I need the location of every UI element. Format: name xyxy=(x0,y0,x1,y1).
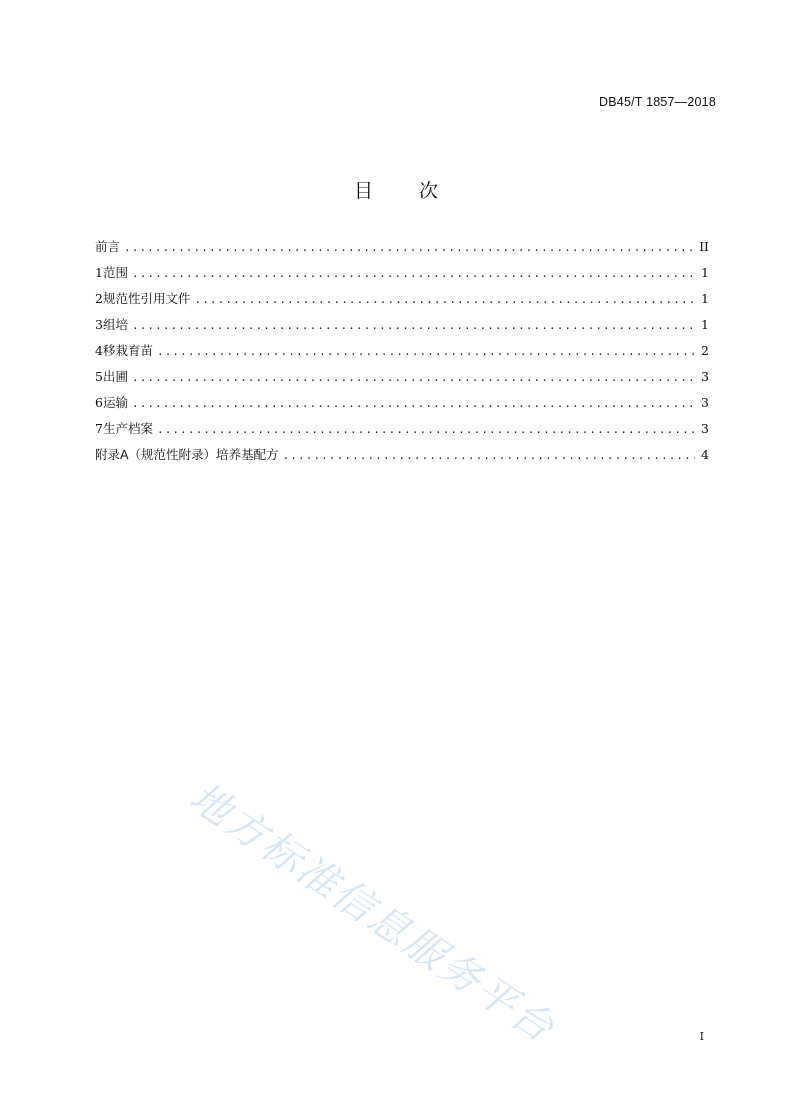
toc-entry-label: 规范性引用文件 xyxy=(102,291,191,306)
toc-entry-page: 4 xyxy=(701,447,709,462)
watermark: 地方标准信息服务平台 xyxy=(181,774,564,1053)
toc-entry-tissue-culture[interactable] xyxy=(95,316,709,342)
toc-entry-transport[interactable] xyxy=(95,394,709,420)
page-number: I xyxy=(699,1030,704,1043)
toc-entry-label: 组培 xyxy=(102,317,128,332)
toc-entry-label: 前言 xyxy=(95,239,121,254)
toc-entry-number: 5 xyxy=(95,369,103,384)
toc-entry-label: 附录A（规范性附录）培养基配方 xyxy=(95,447,279,462)
toc-entry-number: 3 xyxy=(95,317,103,332)
toc-entry-page: 1 xyxy=(701,265,709,280)
toc-entry-page: 3 xyxy=(701,395,709,410)
toc-leader-dots xyxy=(132,395,695,413)
toc-entry-label: 出圃 xyxy=(102,369,128,384)
toc-entry-transplanting[interactable] xyxy=(95,342,709,368)
toc-entry-appendix-a[interactable] xyxy=(95,446,709,472)
toc-leader-dots xyxy=(157,421,695,439)
toc-entry-page: II xyxy=(699,239,709,254)
toc-entry-label: 运输 xyxy=(102,395,128,410)
toc-entry-label: 范围 xyxy=(102,265,128,280)
toc-entry-normative-references[interactable] xyxy=(95,290,709,316)
toc-entry-page: 2 xyxy=(701,343,709,358)
toc-entry-number: 2 xyxy=(95,291,103,306)
toc-entry-scope[interactable] xyxy=(95,264,709,290)
toc-entry-label: 移栽育苗 xyxy=(102,343,153,358)
toc-leader-dots xyxy=(132,265,695,283)
toc-entry-page: 3 xyxy=(701,369,709,384)
toc-entry-page: 1 xyxy=(701,317,709,332)
toc-entry-page: 1 xyxy=(701,291,709,306)
toc-title: 目次 xyxy=(353,180,484,202)
toc-entry-nursery-outplanting[interactable] xyxy=(95,368,709,394)
toc-leader-dots xyxy=(283,447,695,465)
toc-leader-dots xyxy=(132,369,695,387)
toc-entry-number: 7 xyxy=(95,421,103,436)
table-of-contents xyxy=(95,238,709,472)
toc-entry-number: 4 xyxy=(95,343,103,358)
toc-entry-number: 6 xyxy=(95,395,103,410)
toc-leader-dots xyxy=(124,239,695,257)
document-code: DB45/T 1857—2018 xyxy=(599,95,716,109)
toc-leader-dots xyxy=(157,343,695,361)
toc-entry-foreword[interactable] xyxy=(95,238,709,264)
toc-leader-dots xyxy=(194,291,695,309)
toc-leader-dots xyxy=(132,317,695,335)
toc-entry-page: 3 xyxy=(701,421,709,436)
toc-entry-label: 生产档案 xyxy=(102,421,153,436)
toc-entry-production-records[interactable] xyxy=(95,420,709,446)
toc-entry-number: 1 xyxy=(95,265,103,280)
